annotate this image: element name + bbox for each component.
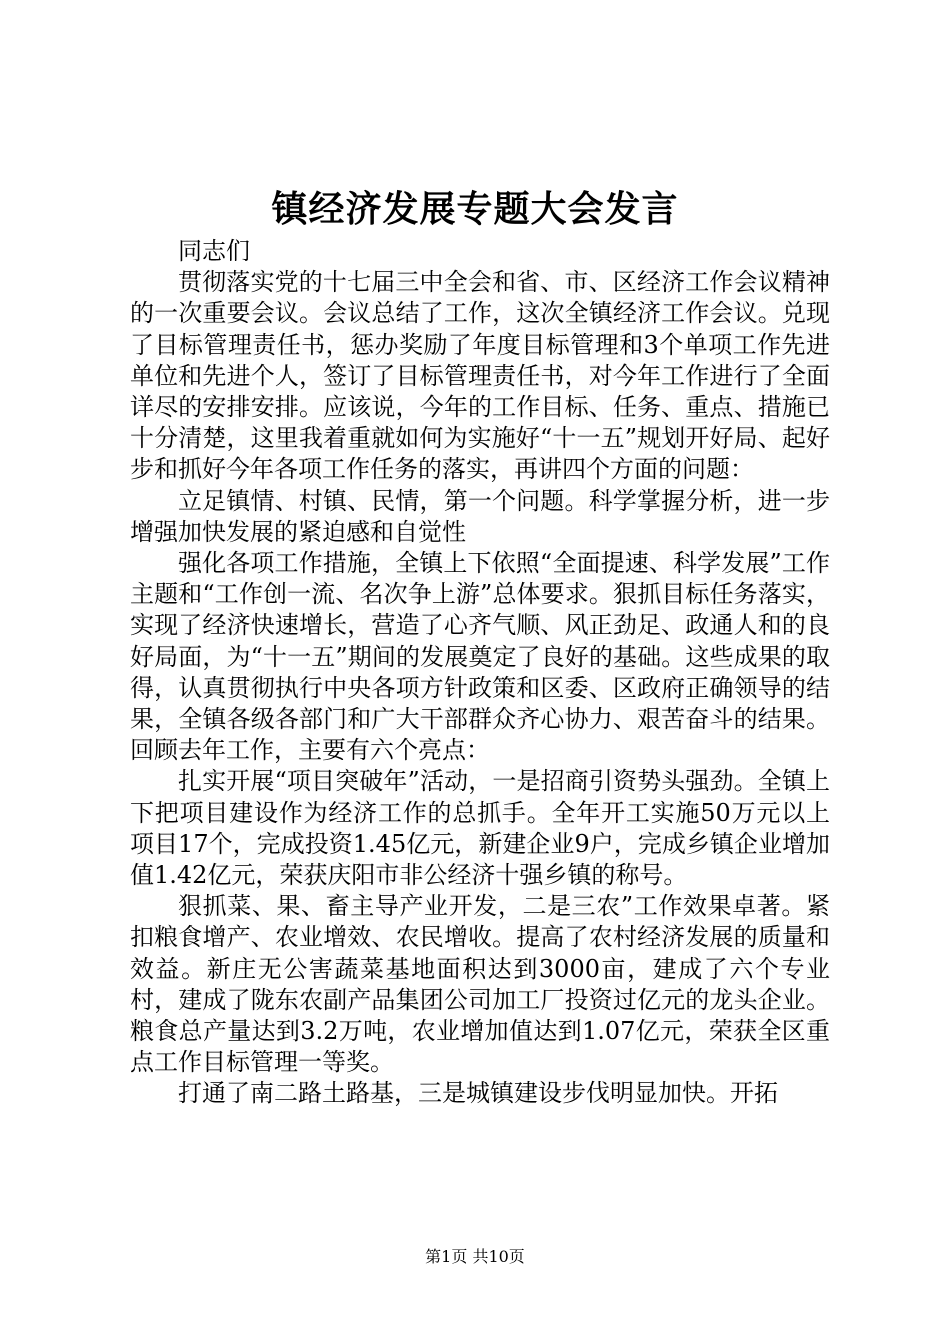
- body-paragraph: 贯彻落实党的十七届三中全会和省、市、区经济工作会议精神的一次重要会议。会议总结了工作，这次全镇经济工作会议。兑现了目标管理责任书，惩办奖励了年度目标管理和3个单项工作先进单位和先进个人，签订了目标管理责任书，对今年工作进行了全面详尽的安排安排。应该说，今年的工作目标、任务、重点、措施已十分清楚，这里我着重就如何为实施好“十一五”规划开好局、起好步和抓好今年各项工作任务的落实，再讲四个方面的问题：: [130, 268, 830, 484]
- document-title: 镇经济发展专题大会发言: [271, 188, 679, 230]
- body-paragraph: 立足镇情、村镇、民情，第一个问题。科学掌握分析，进一步增强加快发展的紧迫感和自觉性: [130, 486, 830, 546]
- body-paragraph: 扎实开展“项目突破年”活动，一是招商引资势头强劲。全镇上下把项目建设作为经济工作的总抓手。全年开工实施50万元以上项目17个，完成投资1.45亿元，新建企业9户，完成乡镇企业增加值1.42亿元，荣获庆阳市非公经济十强乡镇的称号。: [130, 767, 830, 890]
- page-number-footer: 第1页 共10页: [425, 1247, 525, 1266]
- salutation-paragraph: 同志们: [178, 237, 250, 265]
- body-paragraph: 打通了南二路土路基，三是城镇建设步伐明显加快。开拓: [178, 1079, 778, 1108]
- document-body: [130, 236, 830, 1110]
- body-paragraph: 狠抓菜、果、畜主导产业开发，二是三农”工作效果卓著。紧扣粮食增产、农业增效、农民增收。提高了农村经济发展的质量和效益。新庄无公害蔬菜基地面积达到3000亩，建成了六个专业村，建成了陇东农副产品集团公司加工厂投资过亿元的龙头企业。粮食总产量达到3.2万吨，农业增加值达到1.07亿元，荣获全区重点工作目标管理一等奖。: [130, 892, 830, 1077]
- body-paragraph: 强化各项工作措施，全镇上下依照“全面提速、科学发展”工作主题和“工作创一流、名次争上游”总体要求。狠抓目标任务落实，实现了经济快速增长，营造了心齐气顺、风正劲足、政通人和的良好局面，为“十一五”期间的发展奠定了良好的基础。这些成果的取得，认真贯彻执行中央各项方针政策和区委、区政府正确领导的结果，全镇各级各部门和广大干部群众齐心协力、艰苦奋斗的结果。回顾去年工作，主要有六个亮点：: [130, 549, 830, 765]
